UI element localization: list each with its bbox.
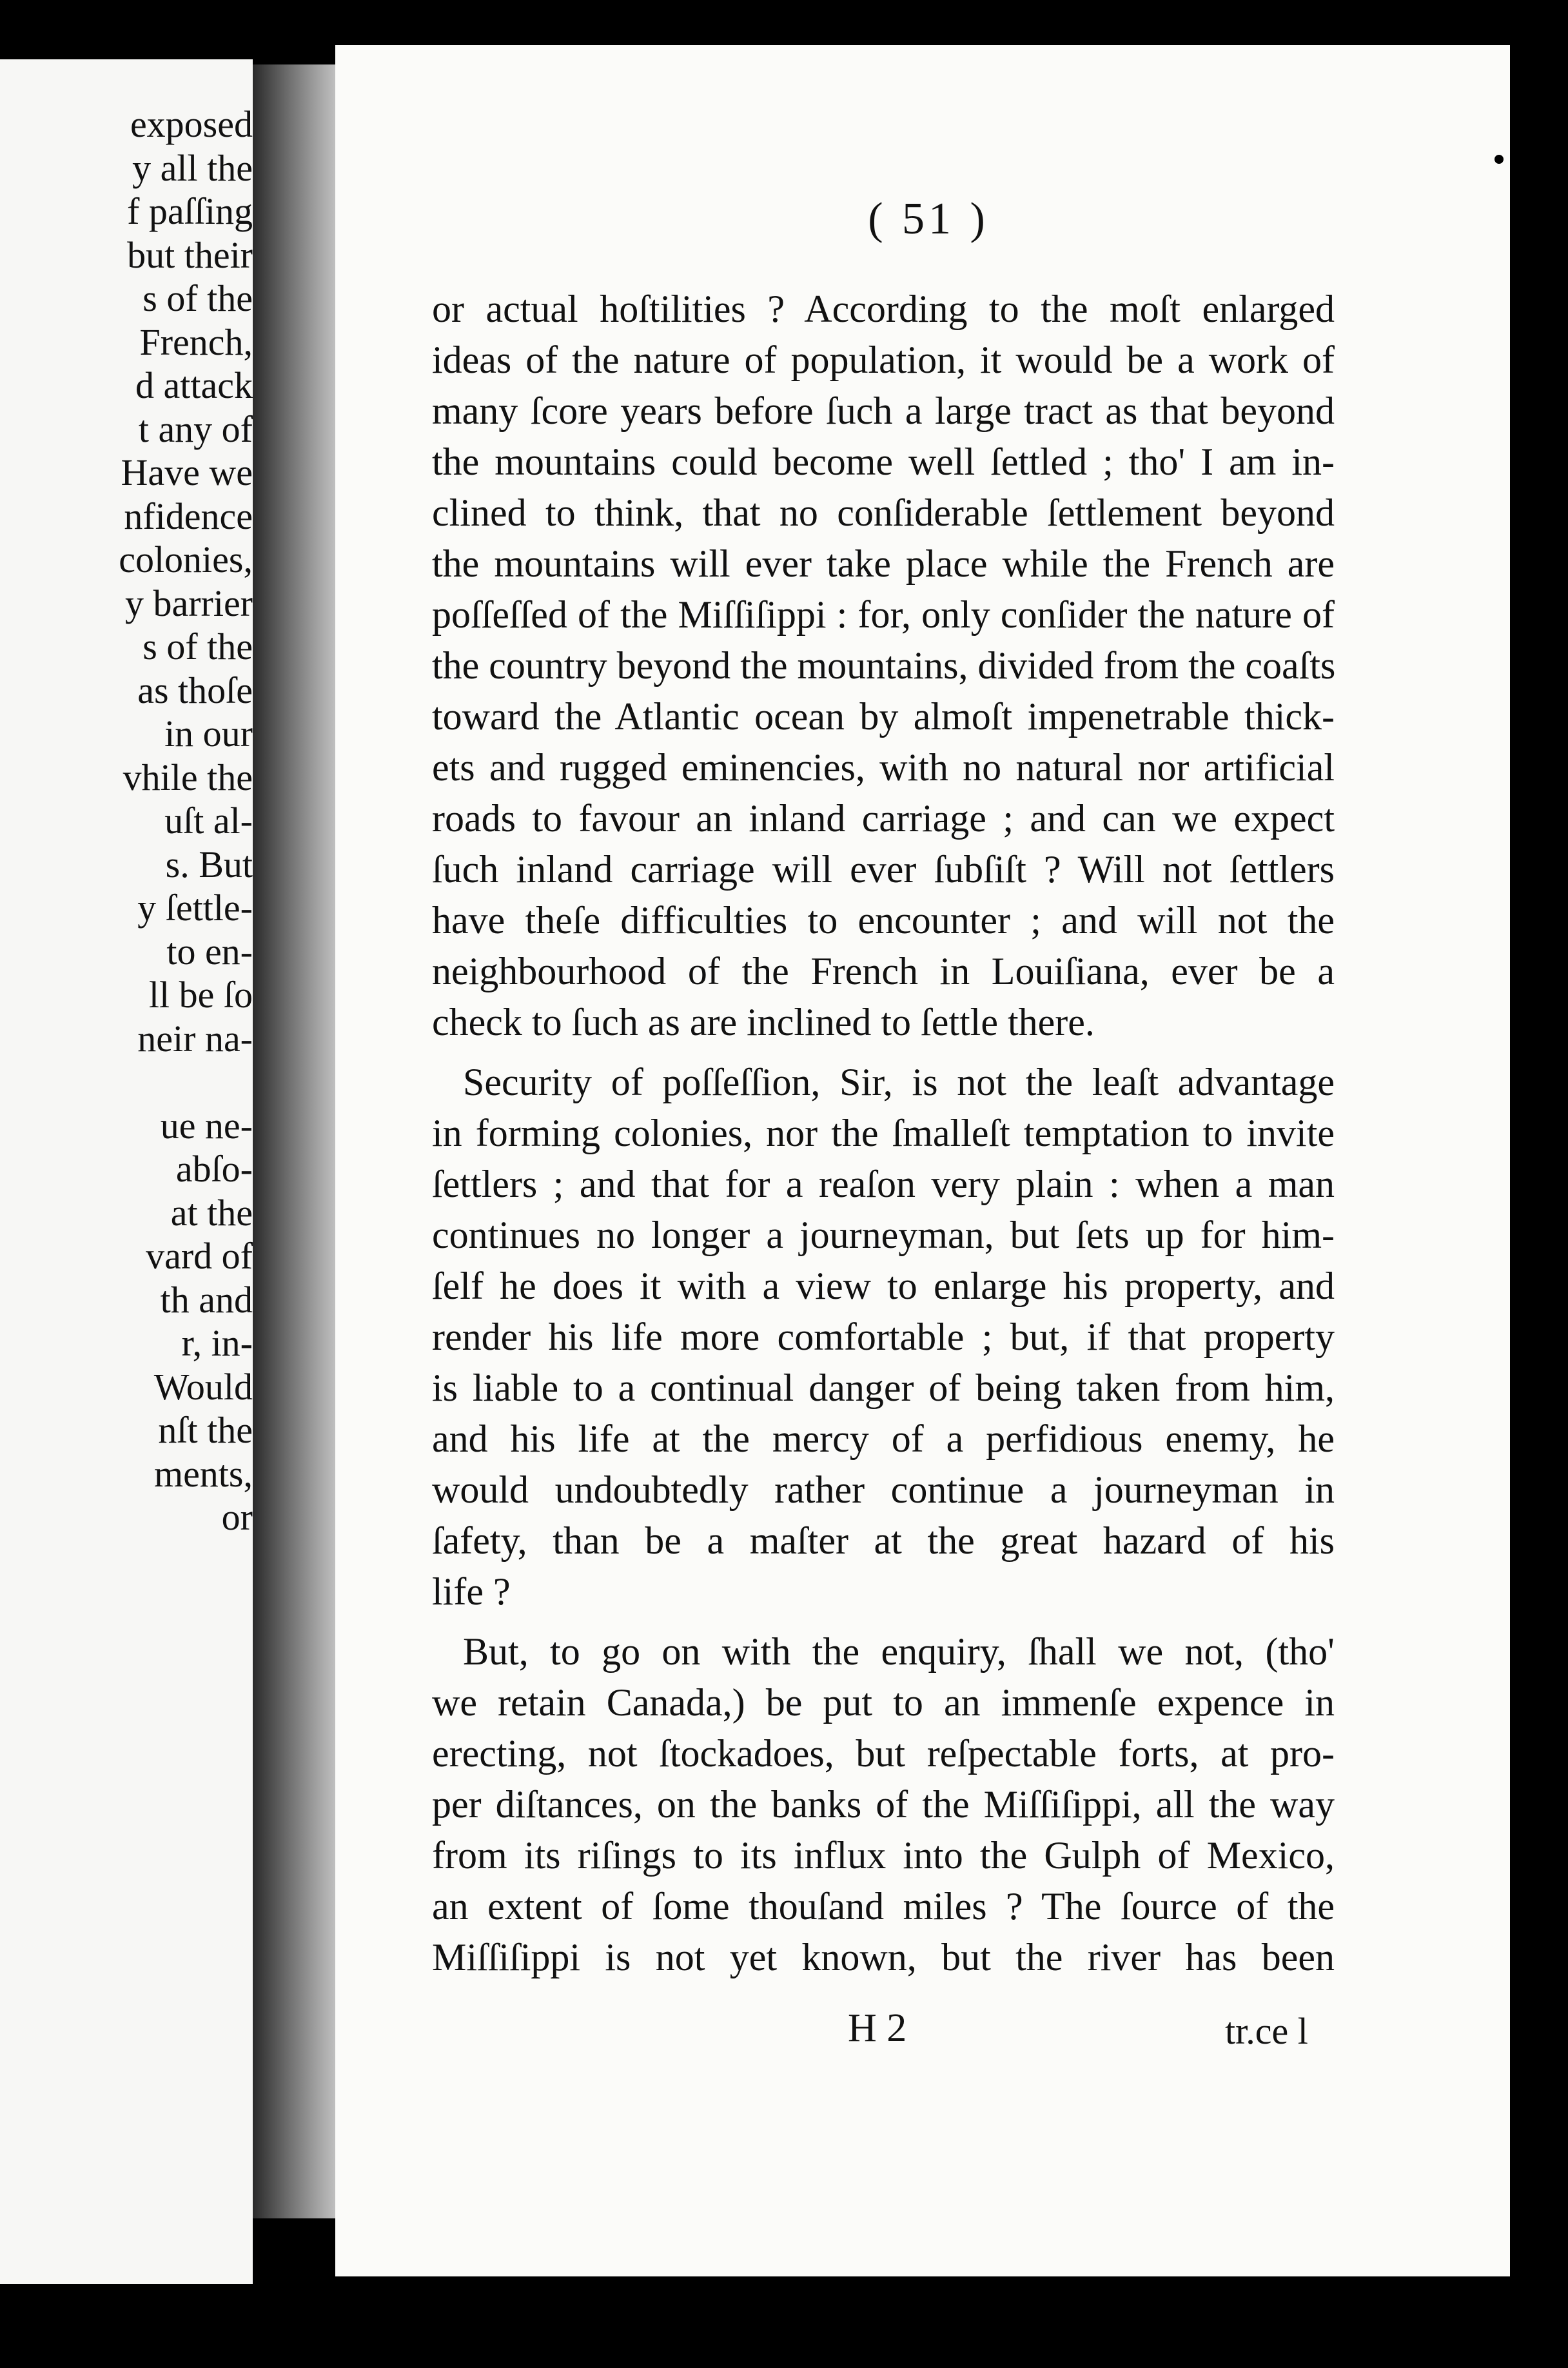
- text-line: toward the Atlantic ocean by almoſt impenetrable thick-: [432, 695, 1335, 738]
- text-line: render his life more comfortable ; but, if that property: [432, 1316, 1335, 1358]
- paragraph: [432, 1057, 1335, 1617]
- signature-mark: H 2: [848, 2006, 907, 2050]
- left-page-line: vhile the: [122, 756, 253, 798]
- text-line: roads to favour an inland carriage ; and can we expect: [432, 797, 1335, 840]
- left-page-line: s of the: [142, 277, 253, 319]
- text-line: is liable to a continual danger of being taken from him,: [432, 1367, 1335, 1409]
- left-page-line: French,: [139, 321, 253, 363]
- page-body: [432, 284, 1335, 1988]
- paragraph: [432, 1626, 1335, 1983]
- text-line: ſelf he does it with a view to enlarge his property, and: [432, 1265, 1335, 1307]
- text-line: poſſeſſed of the Miſſiſippi : for, only conſider the nature of: [432, 593, 1335, 636]
- text-line: from its riſings to its influx into the Gulph of Mexico,: [432, 1834, 1335, 1877]
- text-line: the mountains will ever take place while the French are: [432, 542, 1335, 585]
- left-page-line: exposed: [130, 103, 253, 145]
- left-page-line: nfidence: [124, 495, 253, 537]
- text-line: an extent of ſome thouſand miles ? The ſource of the: [432, 1885, 1335, 1928]
- left-page-line: or: [221, 1496, 253, 1538]
- left-page-line: neir na-: [137, 1017, 253, 1060]
- left-page-line: s of the: [142, 626, 253, 667]
- text-line: many ſcore years before ſuch a large tract as that beyond: [432, 390, 1335, 432]
- left-page-line: but their: [127, 233, 253, 276]
- left-page-line: y ſettle-: [137, 887, 253, 929]
- left-page-line: ments,: [153, 1452, 253, 1495]
- main-page: [335, 45, 1510, 2276]
- left-page-line: uſt al-: [164, 800, 253, 842]
- text-line: Miſſiſippi is not yet known, but the river has been: [432, 1936, 1335, 1978]
- text-line: ideas of the nature of population, it would be a work of: [432, 339, 1335, 381]
- text-line: ſafety, than be a maſter at the great hazard of his: [432, 1519, 1335, 1562]
- left-page-fragment: [0, 59, 253, 2284]
- text-line: would undoubtedly rather continue a journeyman in: [432, 1468, 1335, 1511]
- text-line: the mountains could become well ſettled ; tho' I am in-: [432, 440, 1335, 483]
- left-page-line: r, in-: [181, 1322, 253, 1364]
- page-number: ( 51 ): [868, 194, 989, 244]
- left-page-line: Would: [153, 1365, 253, 1408]
- left-page-line: f paſſing: [127, 190, 253, 232]
- left-page-line: y all the: [132, 146, 253, 189]
- left-page-line: th and: [160, 1278, 253, 1321]
- text-line: the country beyond the mountains, divided from the coaſts: [432, 644, 1336, 687]
- left-page-text: [0, 59, 253, 2284]
- left-page-line: nſt the: [158, 1409, 253, 1451]
- left-page-line: d attack: [135, 364, 253, 406]
- text-line: life ?: [432, 1570, 511, 1613]
- left-page-line: s. But: [165, 843, 253, 885]
- text-line: and his life at the mercy of a perfidious enemy, he: [432, 1417, 1335, 1460]
- left-page-line: ue ne-: [160, 1104, 253, 1147]
- text-line: check to ſuch as are inclined to ſettle there.: [432, 1001, 1095, 1043]
- left-page-line: to en-: [166, 930, 253, 972]
- text-line: ets and rugged eminencies, with no natural nor artificial: [432, 746, 1335, 789]
- text-line: neighbourhood of the French in Louiſiana, ever be a: [432, 950, 1335, 992]
- text-line: ſuch inland carriage will ever ſubſiſt ? Will not ſettlers: [432, 848, 1335, 891]
- text-line: ſettlers ; and that for a reaſon very plain : when a man: [432, 1163, 1335, 1205]
- text-line: clined to think, that no conſiderable ſettlement beyond: [432, 491, 1335, 534]
- left-page-line: y barrier: [124, 582, 253, 624]
- text-line: have theſe difficulties to encounter ; and will not the: [432, 899, 1335, 942]
- left-page-line: vard of: [146, 1235, 253, 1277]
- left-page-line: as thoſe: [137, 669, 253, 711]
- left-page-line: at the: [170, 1191, 253, 1234]
- left-page-line: Have we: [121, 451, 253, 493]
- text-line: continues no longer a journeyman, but ſets up for him-: [432, 1214, 1335, 1256]
- text-line: we retain Canada,) be put to an immenſe expence in: [432, 1681, 1335, 1724]
- paragraph: [432, 284, 1335, 1048]
- text-line: in forming colonies, nor the ſmalleſt temptation to invite: [432, 1112, 1335, 1154]
- text-line: Security of poſſeſſion, Sir, is not the leaſt advantage: [463, 1061, 1335, 1103]
- catchword: tr.ce l: [1225, 2010, 1308, 2052]
- left-page-line: abſo-: [175, 1148, 253, 1190]
- left-page-line: t any of: [138, 408, 253, 450]
- text-line: per diſtances, on the banks of the Miſſiſippi, all the way: [432, 1783, 1335, 1826]
- text-line: But, to go on with the enquiry, ſhall we not, (tho': [463, 1630, 1335, 1673]
- left-page-line: colonies,: [119, 538, 253, 580]
- text-line: or actual hoſtilities ? According to the moſt enlarged: [432, 288, 1335, 330]
- corner-mark: [1494, 155, 1504, 164]
- text-line: erecting, not ſtockadoes, but reſpectable forts, at pro-: [432, 1732, 1335, 1775]
- left-page-line: ll be ſo: [148, 974, 253, 1016]
- left-page-line: in our: [164, 713, 253, 755]
